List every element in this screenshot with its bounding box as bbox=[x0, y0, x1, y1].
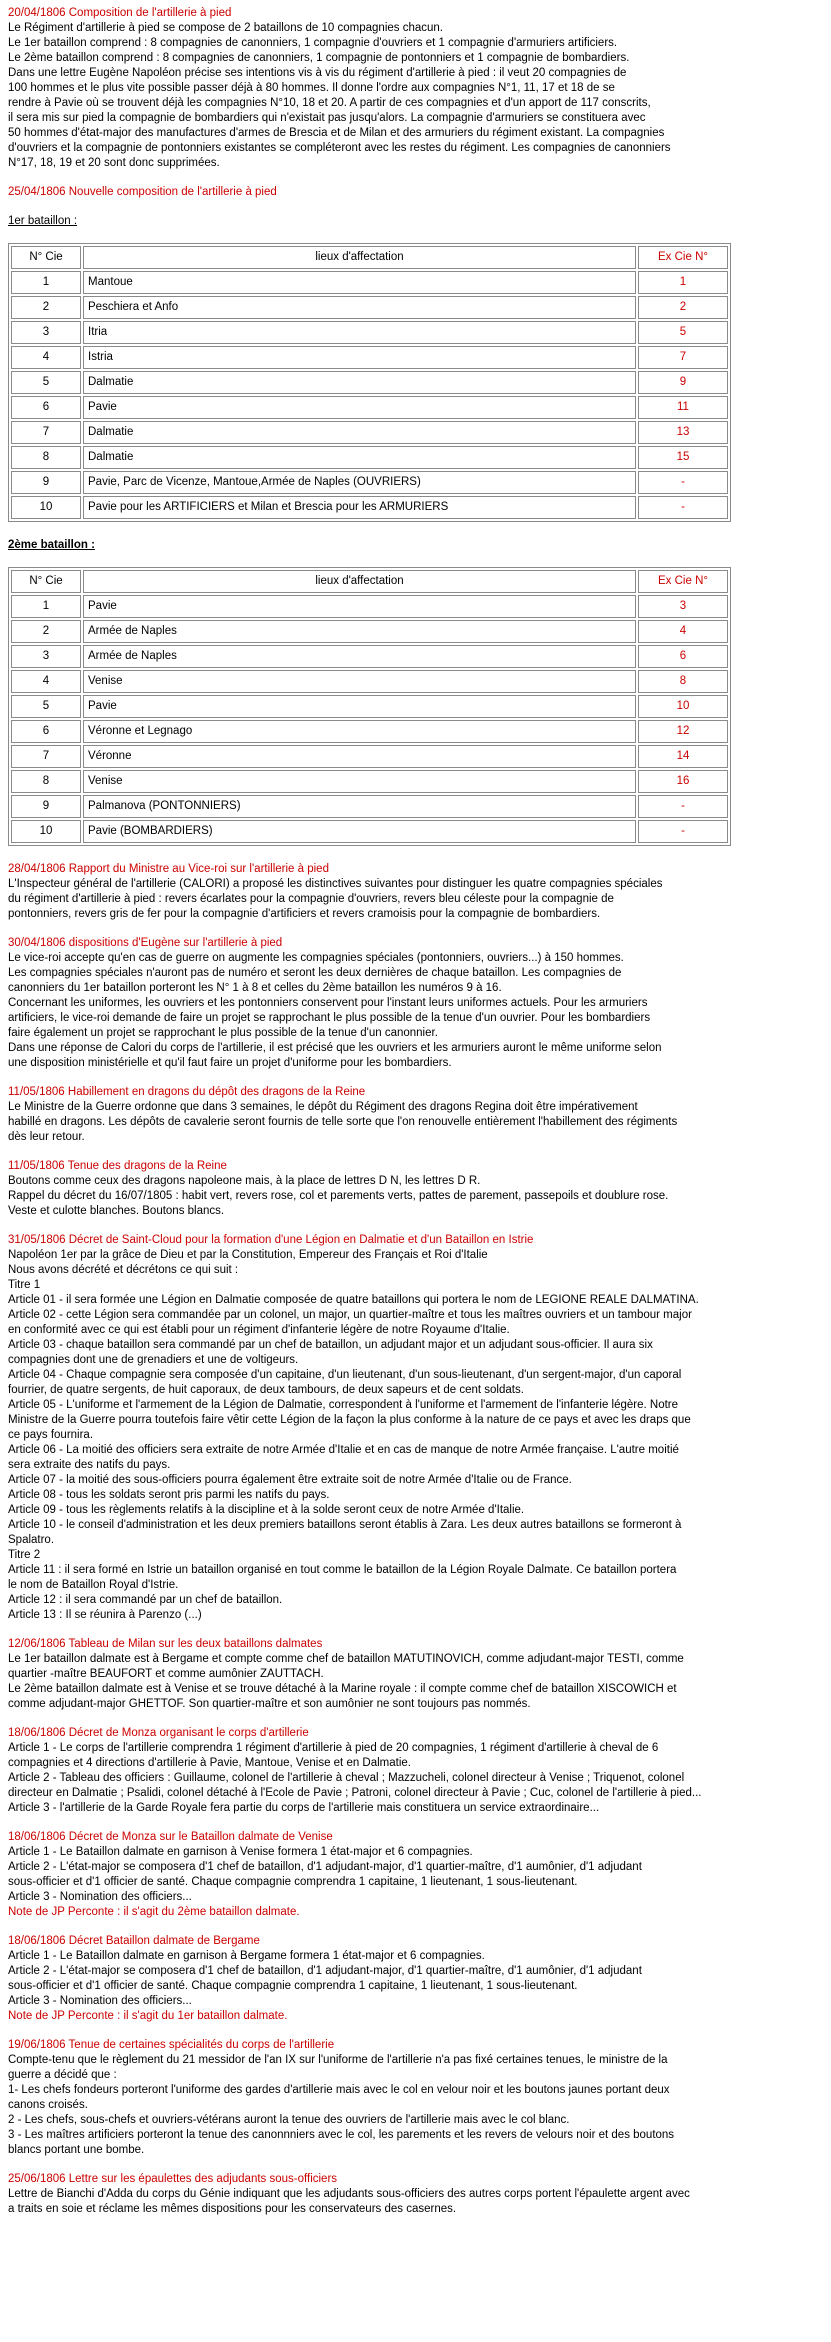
battalion-2-heading: 2ème bataillon : bbox=[8, 539, 95, 551]
text-line: compagnies et 4 directions d'artillerie à Pavie, Mantoue, Venise et en Dalmatie. bbox=[8, 1757, 411, 1769]
section bbox=[8, 1934, 821, 2024]
location-cell: Pavie (BOMBARDIERS) bbox=[83, 820, 636, 843]
company-number-cell: 2 bbox=[11, 296, 81, 319]
company-number-cell: 6 bbox=[11, 720, 81, 743]
table-row bbox=[11, 421, 728, 444]
location-cell: Peschiera et Anfo bbox=[83, 296, 636, 319]
text-line: artificiers, le vice-roi demande de faire un projet se rapprochant le plus possible de la tenue d'un ouvrier. Pour les bombardiers bbox=[8, 1012, 651, 1024]
text-line: sera extraite des natifs du pays. bbox=[8, 1459, 171, 1471]
text-line: canonniers du 1er bataillon porteront les N° 1 à 8 et celles du 2ème bataillon les numéros 9 à 16. bbox=[8, 982, 502, 994]
text-line: 2 - Les chefs, sous-chefs et ouvriers-vétérans auront la tenue des ouvriers de l'artillerie mais avec le col blanc. bbox=[8, 2114, 570, 2126]
location-cell: Pavie bbox=[83, 595, 636, 618]
table-row bbox=[11, 346, 728, 369]
table-row bbox=[11, 645, 728, 668]
text-line: d'ouvriers et la compagnie de pontonniers existantes se compléteront avec les restes du régiment. Les compagnies de canonniers bbox=[8, 142, 671, 154]
section-title: 19/06/1806 Tenue de certaines spécialités du corps de l'artillerie bbox=[8, 2039, 335, 2051]
location-cell: Venise bbox=[83, 770, 636, 793]
text-line: Titre 1 bbox=[8, 1279, 41, 1291]
text-line: Napoléon 1er par la grâce de Dieu et par la Constitution, Empereur des Français et Roi d'Italie bbox=[8, 1249, 488, 1261]
table-row bbox=[11, 446, 728, 469]
location-cell: Mantoue bbox=[83, 271, 636, 294]
text-line: Veste et culotte blanches. Boutons blancs. bbox=[8, 1205, 225, 1217]
text-line: ce pays fournira. bbox=[8, 1429, 94, 1441]
table-row bbox=[11, 595, 728, 618]
section bbox=[8, 862, 821, 922]
text-line: Boutons comme ceux des dragons napoleone mais, à la place de lettres D N, les lettres D R. bbox=[8, 1175, 481, 1187]
text-line: Le vice-roi accepte qu'en cas de guerre on augmente les compagnies spéciales (pontonniers, ouvriers...) à 150 hommes. bbox=[8, 952, 624, 964]
text-line: sous-officier et d'1 officier de santé. Chaque compagnie comprendra 1 capitaine, 1 lieutenant, 1 sous-lieutenant. bbox=[8, 1876, 578, 1888]
text-line: habillé en dragons. Les dépôts de cavalerie seront fournis de telle sorte que l'on renouvelle entièrement l'habillement des régiments bbox=[8, 1116, 678, 1128]
table-row bbox=[11, 720, 728, 743]
ex-company-cell: 8 bbox=[638, 670, 728, 693]
text-line: Article 1 - Le Bataillon dalmate en garnison à Bergame formera 1 état-major et 6 compagnies. bbox=[8, 1950, 485, 1962]
section-title: 25/04/1806 Nouvelle composition de l'artillerie à pied bbox=[8, 186, 277, 198]
table-row bbox=[11, 296, 728, 319]
ex-company-cell: - bbox=[638, 820, 728, 843]
section-title: 18/06/1806 Décret Bataillon dalmate de Bergame bbox=[8, 1935, 260, 1947]
section-body bbox=[8, 21, 821, 171]
table-row bbox=[11, 795, 728, 818]
editor-note: Note de JP Perconte : il s'agit du 2ème bataillon dalmate. bbox=[8, 1906, 300, 1918]
text-line: 50 hommes d'état-major des manufactures d'armes de Brescia et de Milan et des armuriers du régiment existant. La compagnies bbox=[8, 127, 665, 139]
editor-note: Note de JP Perconte : il s'agit du 1er bataillon dalmate. bbox=[8, 2010, 288, 2022]
text-line: Article 12 : il sera commandé par un chef de bataillon. bbox=[8, 1594, 283, 1606]
location-cell: Armée de Naples bbox=[83, 645, 636, 668]
text-line: Article 3 - Nomination des officiers... bbox=[8, 1891, 192, 1903]
location-cell: Dalmatie bbox=[83, 421, 636, 444]
ex-company-cell: 12 bbox=[638, 720, 728, 743]
table-row bbox=[11, 321, 728, 344]
table-row bbox=[11, 371, 728, 394]
text-line: Article 2 - Tableau des officiers : Guillaume, colonel de l'artillerie à cheval ; Mazzucheli, colonel directeur à Venise ; Triquenot, colonel bbox=[8, 1772, 685, 1784]
text-line: Article 02 - cette Légion sera commandée par un colonel, un major, un quartier-maître et tous les maîtres ouvriers et un tambour major bbox=[8, 1309, 692, 1321]
company-number-cell: 10 bbox=[11, 820, 81, 843]
ex-company-cell: 14 bbox=[638, 745, 728, 768]
text-line: Lettre de Bianchi d'Adda du corps du Génie indiquant que les adjudants sous-officiers des autres corps portent l'épaulette argent avec bbox=[8, 2188, 690, 2200]
text-line: une disposition ministérielle et qu'il faut faire un projet d'uniforme pour les bombardiers. bbox=[8, 1057, 452, 1069]
table-row bbox=[11, 745, 728, 768]
company-number-cell: 8 bbox=[11, 770, 81, 793]
company-number-cell: 3 bbox=[11, 645, 81, 668]
text-line: Le 2ème bataillon comprend : 8 compagnies de canonniers, 1 compagnie de pontonniers et 1 compagnie de bombardiers. bbox=[8, 52, 630, 64]
ex-company-cell: 10 bbox=[638, 695, 728, 718]
text-line: Article 3 - l'artillerie de la Garde Royale fera partie du corps de l'artillerie mais constituera un service extraordinaire... bbox=[8, 1802, 600, 1814]
text-line: blancs portant une bombe. bbox=[8, 2144, 145, 2156]
battalion-1-heading: 1er bataillon : bbox=[8, 215, 78, 227]
section bbox=[8, 1637, 821, 1712]
location-cell: Dalmatie bbox=[83, 371, 636, 394]
text-line: Rappel du décret du 16/07/1805 : habit vert, revers rose, col et parements verts, pattes de parement, passepoils et doublure rose. bbox=[8, 1190, 669, 1202]
company-number-cell: 8 bbox=[11, 446, 81, 469]
ex-company-cell: 7 bbox=[638, 346, 728, 369]
company-number-cell: 4 bbox=[11, 346, 81, 369]
text-line: Article 01 - il sera formée une Légion en Dalmatie composée de quatre bataillons qui portera le nom de LEGIONE REALE DALMATINA. bbox=[8, 1294, 699, 1306]
section-title: 11/05/1806 Tenue des dragons de la Reine bbox=[8, 1160, 227, 1172]
company-number-cell: 1 bbox=[11, 271, 81, 294]
text-line: dès leur retour. bbox=[8, 1131, 85, 1143]
table-header-row bbox=[11, 570, 728, 593]
text-line: Article 04 - Chaque compagnie sera composée d'un capitaine, d'un lieutenant, d'un sous-lieutenant, d'un sergent-major, d'un caporal bbox=[8, 1369, 682, 1381]
ex-company-cell: 11 bbox=[638, 396, 728, 419]
text-line: Article 1 - Le corps de l'artillerie comprendra 1 régiment d'artillerie à pied de 20 compagnies, 1 régiment d'artillerie à cheval de 6 bbox=[8, 1742, 659, 1754]
ex-company-cell: 6 bbox=[638, 645, 728, 668]
ex-company-cell: 13 bbox=[638, 421, 728, 444]
section bbox=[8, 1830, 821, 1920]
text-line: Ministre de la Guerre pourra toutefois faire vêtir cette Légion de la façon la plus conforme à la nature de ce pays et avec les draps que bbox=[8, 1414, 691, 1426]
company-number-cell: 5 bbox=[11, 371, 81, 394]
col-header-company: N° Cie bbox=[11, 570, 81, 593]
section-title: 18/06/1806 Décret de Monza organisant le corps d'artillerie bbox=[8, 1727, 309, 1739]
table-row bbox=[11, 396, 728, 419]
section-title: 30/04/1806 dispositions d'Eugène sur l'artillerie à pied bbox=[8, 937, 283, 949]
text-line: quartier -maître BEAUFORT et comme aumônier ZAUTTACH. bbox=[8, 1668, 324, 1680]
battalion-2-table bbox=[8, 567, 731, 846]
text-line: Concernant les uniformes, les ouvriers et les pontonniers conservent pour l'instant leurs uniformes actuels. Pour les armuriers bbox=[8, 997, 648, 1009]
company-number-cell: 1 bbox=[11, 595, 81, 618]
text-line: canons croisés. bbox=[8, 2099, 88, 2111]
section bbox=[8, 2172, 821, 2217]
col-header-location: lieux d'affectation bbox=[83, 570, 636, 593]
location-cell: Pavie bbox=[83, 695, 636, 718]
text-line: sous-officier et d'1 officier de santé. Chaque compagnie comprendra 1 capitaine, 1 lieutenant, 1 sous-lieutenant. bbox=[8, 1980, 578, 1992]
section-title: 20/04/1806 Composition de l'artillerie à pied bbox=[8, 7, 232, 19]
text-line: faire également un projet se rapprochant le plus possible de la tenue d'un canonnier. bbox=[8, 1027, 438, 1039]
col-header-ex-company: Ex Cie N° bbox=[638, 570, 728, 593]
section bbox=[8, 1726, 821, 1816]
table-row bbox=[11, 496, 728, 519]
section bbox=[8, 1085, 821, 1145]
table-row bbox=[11, 820, 728, 843]
ex-company-cell: 9 bbox=[638, 371, 728, 394]
company-number-cell: 7 bbox=[11, 745, 81, 768]
location-cell: Palmanova (PONTONNIERS) bbox=[83, 795, 636, 818]
text-line: N°17, 18, 19 et 20 sont donc supprimées. bbox=[8, 157, 220, 169]
text-line: Article 09 - tous les règlements relatifs à la discipline et à la solde seront ceux de notre Armée d'Italie. bbox=[8, 1504, 525, 1516]
location-cell: Dalmatie bbox=[83, 446, 636, 469]
text-line: Titre 2 bbox=[8, 1549, 41, 1561]
battalion-1-table bbox=[8, 243, 731, 522]
section-title: 31/05/1806 Décret de Saint-Cloud pour la formation d'une Légion en Dalmatie et d'un Bataillon en Istrie bbox=[8, 1234, 534, 1246]
later-sections bbox=[8, 862, 821, 2217]
text-line: rendre à Pavie où se trouvent déjà les compagnies N°10, 18 et 20. A partir de ces compagnies et d'un apport de 117 conscrits, bbox=[8, 97, 651, 109]
table-row bbox=[11, 695, 728, 718]
text-line: Article 05 - L'uniforme et l'armement de la Légion de Dalmatie, correspondent à l'uniforme et l'armement de l'infanterie légère. Notre bbox=[8, 1399, 679, 1411]
section bbox=[8, 1233, 821, 1623]
table-row bbox=[11, 271, 728, 294]
ex-company-cell: 16 bbox=[638, 770, 728, 793]
ex-company-cell: - bbox=[638, 496, 728, 519]
text-line: du régiment d'artillerie à pied : revers écarlates pour la compagnie d'ouvriers, revers bleu céleste pour la compagnie de bbox=[8, 893, 614, 905]
col-header-company: N° Cie bbox=[11, 246, 81, 269]
text-line: le nom de Bataillon Royal d'Istrie. bbox=[8, 1579, 179, 1591]
text-line: comme adjudant-major GHETTOF. Son quartier-maître et son aumônier ne sont toujours pas nommés. bbox=[8, 1698, 531, 1710]
location-cell: Venise bbox=[83, 670, 636, 693]
company-number-cell: 10 bbox=[11, 496, 81, 519]
company-number-cell: 9 bbox=[11, 795, 81, 818]
company-number-cell: 9 bbox=[11, 471, 81, 494]
text-line: Dans une réponse de Calori du corps de l'artillerie, il est précisé que les ouvriers et les armuriers auront le même uniforme selon bbox=[8, 1042, 662, 1054]
text-line: Article 2 - L'état-major se composera d'1 chef de bataillon, d'1 adjudant-major, d'1 quartier-maître, d'1 aumônier, d'1 adjudant bbox=[8, 1861, 642, 1873]
section-title: 25/06/1806 Lettre sur les épaulettes des adjudants sous-officiers bbox=[8, 2173, 338, 2185]
table-row bbox=[11, 670, 728, 693]
section-title: 12/06/1806 Tableau de Milan sur les deux bataillons dalmates bbox=[8, 1638, 323, 1650]
text-line: compagnies dont une de grenadiers et une de voltigeurs. bbox=[8, 1354, 299, 1366]
location-cell: Istria bbox=[83, 346, 636, 369]
text-line: Article 13 : Il se réunira à Parenzo (...) bbox=[8, 1609, 202, 1621]
ex-company-cell: - bbox=[638, 471, 728, 494]
company-number-cell: 6 bbox=[11, 396, 81, 419]
text-line: Les compagnies spéciales n'auront pas de numéro et seront les deux dernières de chaque bataillon. Les compagnies de bbox=[8, 967, 622, 979]
text-line: Article 06 - La moitié des officiers sera extraite de notre Armée d'Italie et en cas de manque de notre Armée française. L'autre moitié bbox=[8, 1444, 679, 1456]
location-cell: Armée de Naples bbox=[83, 620, 636, 643]
text-line: Spalatro. bbox=[8, 1534, 55, 1546]
ex-company-cell: 2 bbox=[638, 296, 728, 319]
section-composition bbox=[8, 6, 821, 171]
section-title: 18/06/1806 Décret de Monza sur le Bataillon dalmate de Venise bbox=[8, 1831, 333, 1843]
location-cell: Pavie, Parc de Vicenze, Mantoue,Armée de Naples (OUVRIERS) bbox=[83, 471, 636, 494]
text-line: pontonniers, revers gris de fer pour la compagnie d'artificiers et revers cramoisis pour la compagnie de bombardiers. bbox=[8, 908, 601, 920]
section bbox=[8, 936, 821, 1071]
text-line: Article 07 - la moitié des sous-officiers pourra également être extraite soit de notre Armée d'Italie ou de France. bbox=[8, 1474, 572, 1486]
text-line: Article 3 - Nomination des officiers... bbox=[8, 1995, 192, 2007]
section-title: 11/05/1806 Habillement en dragons du dépôt des dragons de la Reine bbox=[8, 1086, 366, 1098]
ex-company-cell: - bbox=[638, 795, 728, 818]
table-row bbox=[11, 770, 728, 793]
table-row bbox=[11, 471, 728, 494]
text-line: 100 hommes et le plus vite possible passer déjà à 80 hommes. Il donne l'ordre aux compagnies N°1, 11, 17 et 18 de se bbox=[8, 82, 615, 94]
col-header-ex-company: Ex Cie N° bbox=[638, 246, 728, 269]
text-line: 1- Les chefs fondeurs porteront l'uniforme des gardes d'artillerie mais avec le col en velour noir et les boutons jaunes portant deux bbox=[8, 2084, 670, 2096]
location-cell: Pavie bbox=[83, 396, 636, 419]
text-line: en conformité avec ce qui est établi pour un régiment d'infanterie légère de notre Royaume d'Italie. bbox=[8, 1324, 510, 1336]
company-number-cell: 7 bbox=[11, 421, 81, 444]
text-line: L'Inspecteur général de l'artillerie (CALORI) a proposé les distinctives suivantes pour distinguer les quatre compagnies spéciales bbox=[8, 878, 663, 890]
table-row bbox=[11, 620, 728, 643]
company-number-cell: 3 bbox=[11, 321, 81, 344]
text-line: Le 2ème bataillon dalmate est à Venise et se trouve détaché à la Marine royale : il compte comme chef de bataillon XISCOWICH et bbox=[8, 1683, 677, 1695]
text-line: Le 1er bataillon comprend : 8 compagnies de canonniers, 1 compagnie d'ouvriers et 1 compagnie d'armuriers artificiers. bbox=[8, 37, 618, 49]
ex-company-cell: 15 bbox=[638, 446, 728, 469]
text-line: Article 10 - le conseil d'administration et les deux premiers bataillons seront établis à Zara. Les deux autres bataillons se formeront à bbox=[8, 1519, 682, 1531]
location-cell: Itria bbox=[83, 321, 636, 344]
ex-company-cell: 4 bbox=[638, 620, 728, 643]
company-number-cell: 5 bbox=[11, 695, 81, 718]
section-title: 28/04/1806 Rapport du Ministre au Vice-roi sur l'artillerie à pied bbox=[8, 863, 329, 875]
text-line: fourrier, de quatre sergents, de huit caporaux, de deux tambours, de deux sapeurs et de cent soldats. bbox=[8, 1384, 524, 1396]
text-line: Compte-tenu que le règlement du 21 messidor de l'an IX sur l'uniforme de l'artillerie n'a pas fixé certaines tenues, le ministre de la bbox=[8, 2054, 668, 2066]
text-line: a traits en soie et réclame les mêmes dispositions pour les conservateurs des casernes. bbox=[8, 2203, 457, 2215]
company-number-cell: 4 bbox=[11, 670, 81, 693]
table-header-row bbox=[11, 246, 728, 269]
section bbox=[8, 1159, 821, 1219]
text-line: Le Ministre de la Guerre ordonne que dans 3 semaines, le dépôt du Régiment des dragons Regina doit être impérativement bbox=[8, 1101, 638, 1113]
text-line: Le 1er bataillon dalmate est à Bergame et compte comme chef de bataillon MATUTINOVICH, comme adjudant-major TESTI, comme bbox=[8, 1653, 684, 1665]
location-cell: Véronne bbox=[83, 745, 636, 768]
ex-company-cell: 5 bbox=[638, 321, 728, 344]
text-line: il sera mis sur pied la compagnie de bombardiers qui n'existait pas jusqu'alors. La compagnie d'armuriers se constituera avec bbox=[8, 112, 646, 124]
text-line: directeur en Dalmatie ; Psalidi, colonel détaché à l'Ecole de Pavie ; Patroni, colonel directeur à Pavie ; Cuc, colonel de l'artillerie à pied... bbox=[8, 1787, 702, 1799]
text-line: Article 1 - Le Bataillon dalmate en garnison à Venise formera 1 état-major et 6 compagnies. bbox=[8, 1846, 473, 1858]
text-line: Le Régiment d'artillerie à pied se compose de 2 bataillons de 10 compagnies chacun. bbox=[8, 22, 443, 34]
ex-company-cell: 1 bbox=[638, 271, 728, 294]
text-line: Article 11 : il sera formé en Istrie un bataillon organisé en tout comme le bataillon de la Légion Royale Dalmate. Ce bataillon portera bbox=[8, 1564, 677, 1576]
text-line: Nous avons décrété et décrétons ce qui suit : bbox=[8, 1264, 239, 1276]
location-cell: Pavie pour les ARTIFICIERS et Milan et Brescia pour les ARMURIERS bbox=[83, 496, 636, 519]
text-line: Article 2 - L'état-major se composera d'1 chef de bataillon, d'1 adjudant-major, d'1 quartier-maître, d'1 aumônier, d'1 adjudant bbox=[8, 1965, 642, 1977]
section-new-composition bbox=[8, 185, 821, 862]
text-line: 3 - Les maîtres artificiers porteront la tenue des canonnniers avec le col, les parements et les revers de velours noir et des boutons bbox=[8, 2129, 675, 2141]
text-line: guerre a décidé que : bbox=[8, 2069, 117, 2081]
location-cell: Véronne et Legnago bbox=[83, 720, 636, 743]
company-number-cell: 2 bbox=[11, 620, 81, 643]
text-line: Article 03 - chaque bataillon sera commandé par un chef de bataillon, un adjudant major et un adjudant sous-officier. Il aura six bbox=[8, 1339, 653, 1351]
section bbox=[8, 2038, 821, 2158]
text-line: Dans une lettre Eugène Napoléon précise ses intentions vis à vis du régiment d'artillerie à pied : il veut 20 compagnies de bbox=[8, 67, 627, 79]
ex-company-cell: 3 bbox=[638, 595, 728, 618]
text-line: Article 08 - tous les soldats seront pris parmi les natifs du pays. bbox=[8, 1489, 330, 1501]
col-header-location: lieux d'affectation bbox=[83, 246, 636, 269]
